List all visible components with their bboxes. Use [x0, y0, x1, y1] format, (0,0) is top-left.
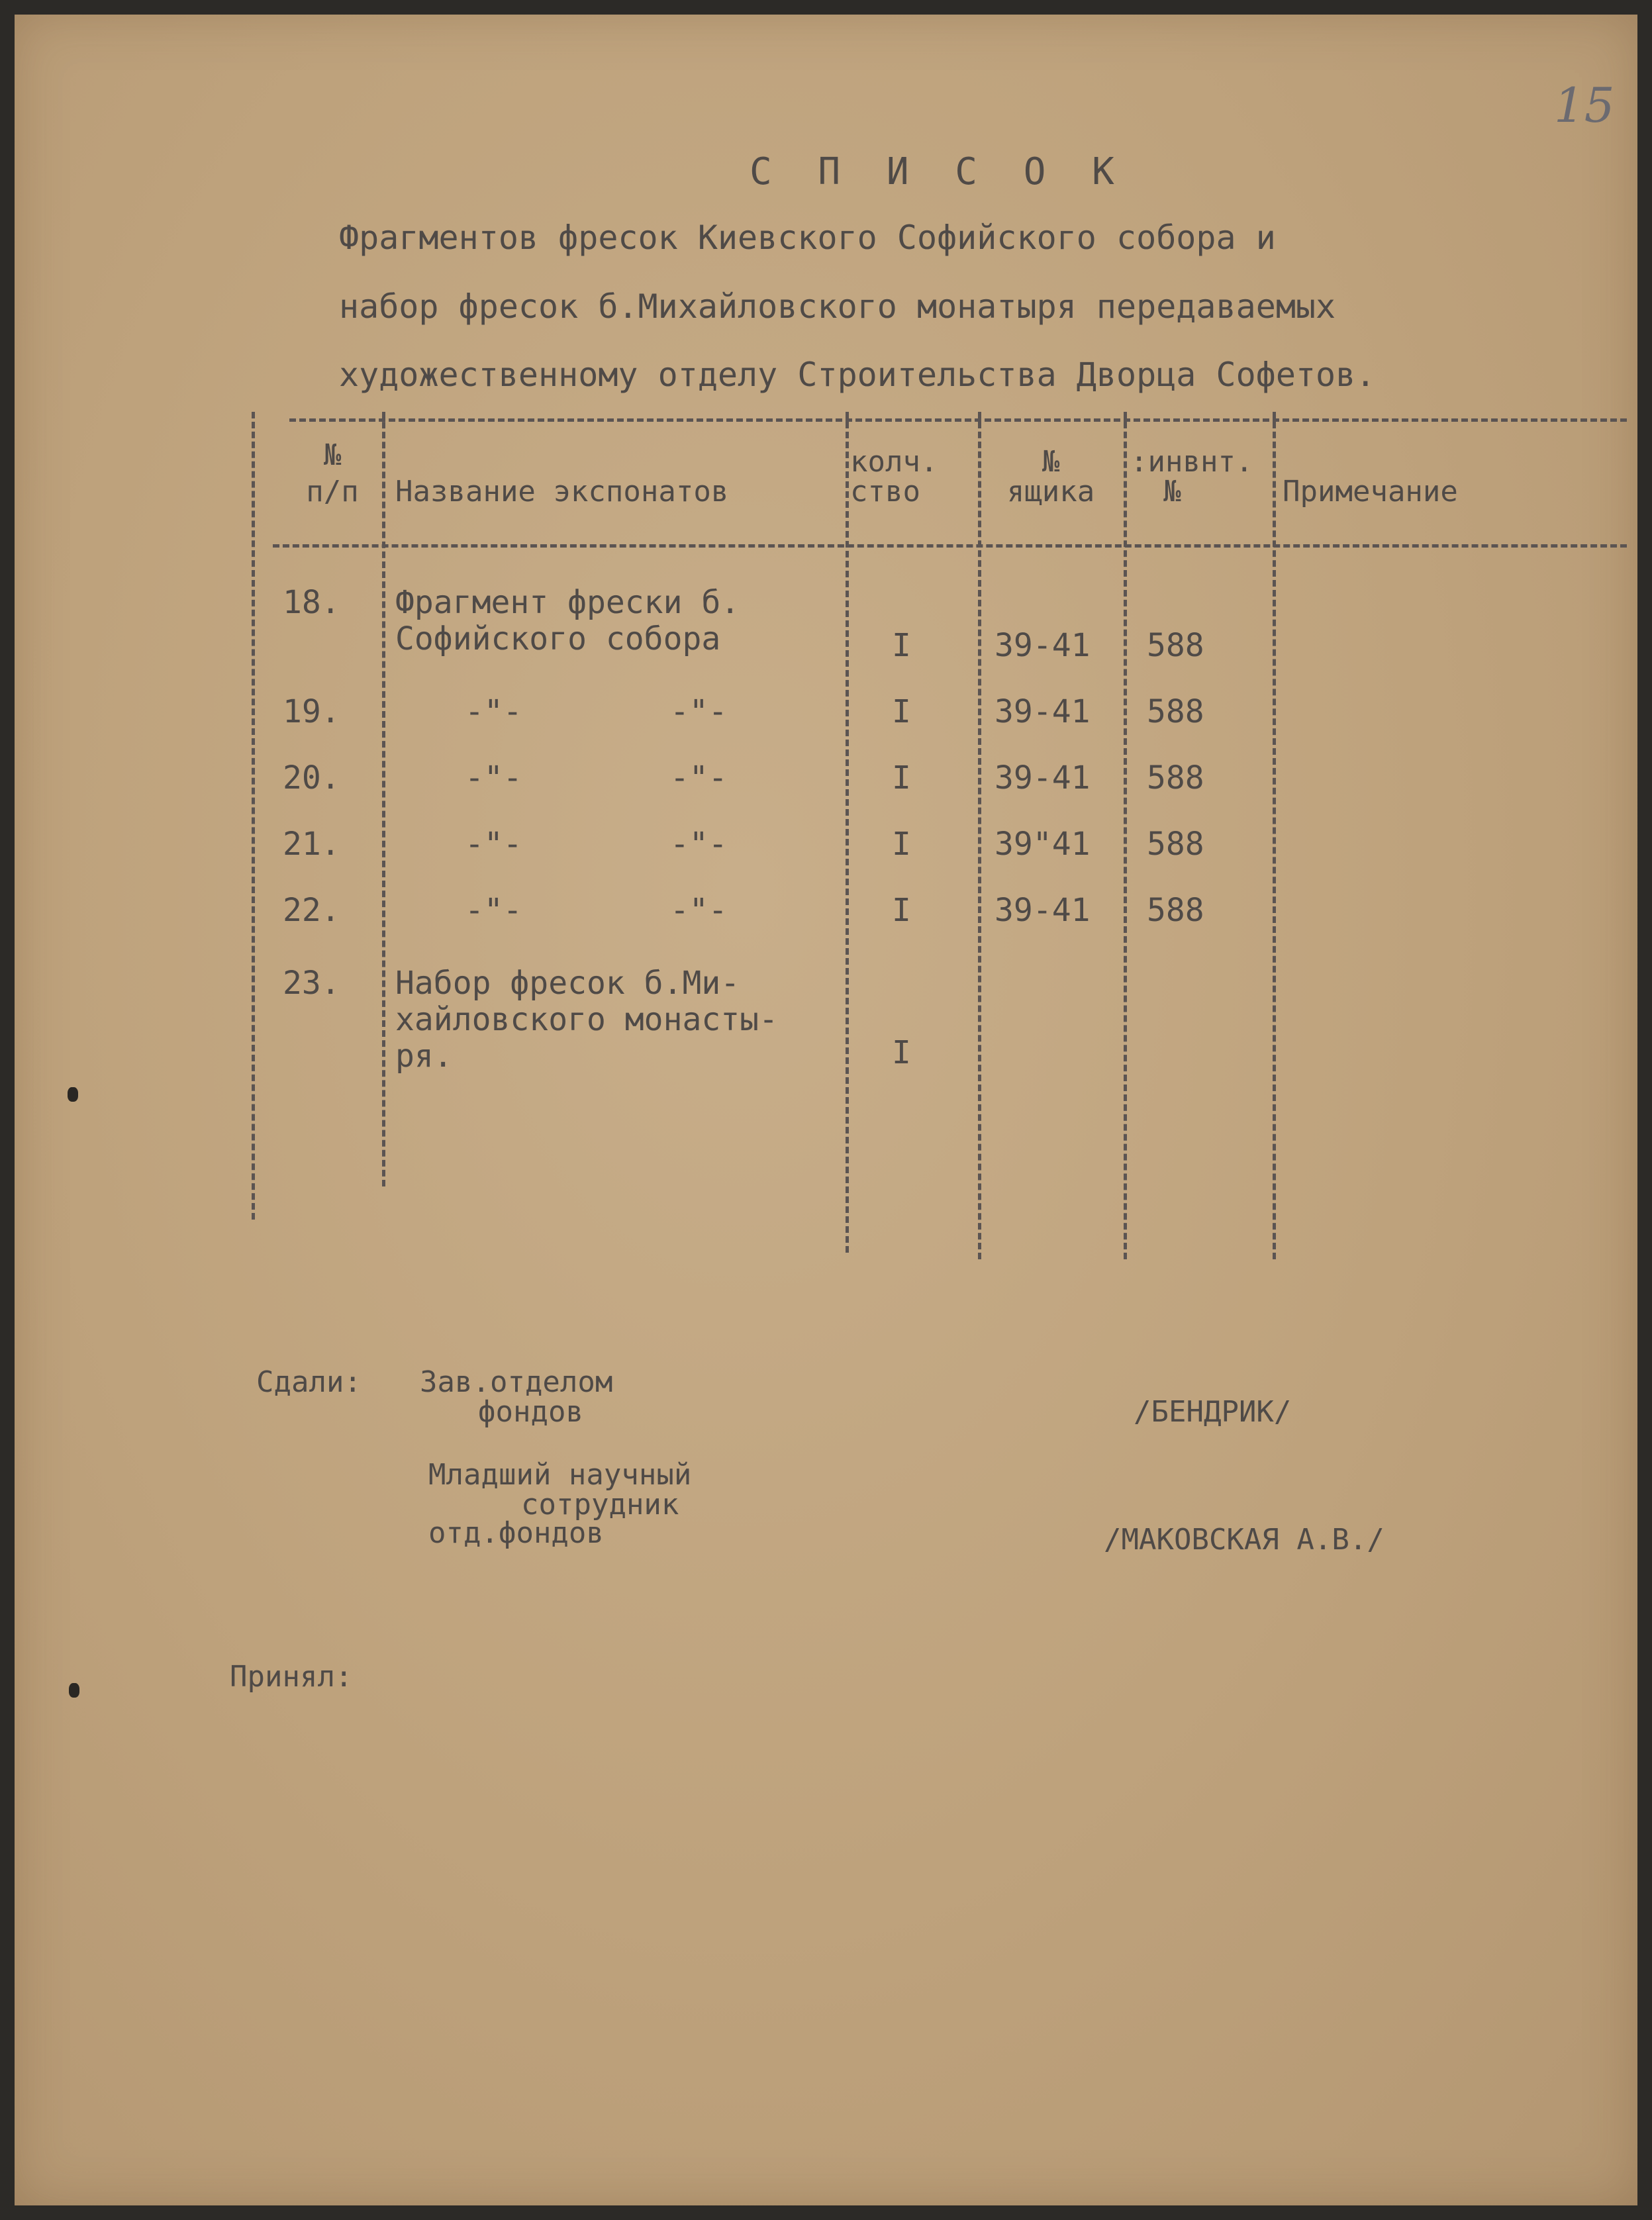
row-number: 20.: [283, 759, 340, 796]
row-number: 18.: [283, 584, 340, 621]
ditto-mark: -"-: [465, 892, 522, 929]
signatory-1-name: /БЕНДРИК/: [1134, 1395, 1292, 1429]
header-number-sign: №: [323, 438, 342, 472]
box-number: 39-41: [995, 627, 1091, 664]
signatory-2-name: /МАКОВСКАЯ А.В./: [1104, 1523, 1385, 1557]
box-number: 39-41: [995, 693, 1091, 730]
document-sheet: [15, 15, 1637, 2205]
role-1-line-2: фондов: [478, 1395, 583, 1429]
inventory-number: 588: [1147, 759, 1204, 796]
header-name: Название экспонатов: [395, 475, 729, 508]
ditto-mark: -"-: [465, 826, 522, 863]
subtitle-line-3: художественному отделу Строительства Дворца Софетов.: [339, 356, 1376, 394]
header-inv-line-1: :инвнт.: [1130, 445, 1253, 479]
ditto-mark: -"-: [670, 759, 728, 796]
subtitle-line-2: набор фресок б.Михайловского монатыря передаваемых: [339, 287, 1336, 326]
received-label: Принял:: [230, 1660, 353, 1694]
ditto-mark: -"-: [465, 759, 522, 796]
row-number: 22.: [283, 892, 340, 929]
item-name-line-2: Софийского собора: [395, 620, 721, 657]
header-number-pp: п/п: [306, 475, 359, 508]
table-left-rule: [252, 412, 255, 1220]
inventory-number: 588: [1147, 693, 1204, 730]
quantity: I: [892, 693, 911, 730]
quantity: I: [892, 627, 911, 664]
role-2-line-3: отд.фондов: [428, 1516, 604, 1550]
box-number: 39"41: [995, 826, 1091, 863]
header-box-line-1: №: [1042, 445, 1060, 479]
header-qty-line-2: ство: [850, 475, 920, 508]
quantity: I: [892, 892, 911, 929]
table-col-rule-3: [978, 412, 981, 1259]
inventory-number: 588: [1147, 892, 1204, 929]
item-name-line-2: хайловского монасты-: [395, 1001, 778, 1038]
role-1-line-1: Зав.отделом: [420, 1365, 613, 1399]
item-name-line-1: Фрагмент фрески б.: [395, 584, 740, 621]
row-number: 23.: [283, 965, 340, 1002]
table-header-rule: [273, 544, 1627, 548]
table-col-rule-2: [846, 412, 849, 1253]
item-name-line-3: ря.: [395, 1038, 453, 1075]
role-2-line-2: сотрудник: [521, 1488, 679, 1521]
document-title: С П И С О К: [750, 150, 1126, 193]
table-col-rule-1: [382, 412, 385, 1186]
binding-hole: [68, 1087, 78, 1102]
header-note: Примечание: [1283, 475, 1458, 508]
gave-label: Сдали:: [256, 1365, 362, 1399]
ditto-mark: -"-: [670, 693, 728, 730]
table-col-rule-4: [1124, 412, 1127, 1259]
quantity: I: [892, 759, 911, 796]
header-inv-line-2: №: [1163, 475, 1181, 508]
table-col-rule-5: [1273, 412, 1276, 1259]
ditto-mark: -"-: [670, 826, 728, 863]
quantity: I: [892, 826, 911, 863]
box-number: 39-41: [995, 759, 1091, 796]
inventory-number: 588: [1147, 826, 1204, 863]
row-number: 21.: [283, 826, 340, 863]
header-box-line-2: ящика: [1006, 475, 1095, 508]
table-top-rule: [289, 418, 1627, 422]
ditto-mark: -"-: [670, 892, 728, 929]
row-number: 19.: [283, 693, 340, 730]
subtitle-line-1: Фрагментов фресок Киевского Софийского собора и: [339, 218, 1276, 257]
header-qty-line-1: колч.: [850, 445, 938, 479]
role-2-line-1: Младший научный: [428, 1458, 692, 1492]
item-name-line-1: Набор фресок б.Ми-: [395, 965, 740, 1002]
page-number: 15: [1554, 77, 1615, 133]
quantity: I: [892, 1034, 911, 1071]
binding-hole: [69, 1683, 79, 1698]
ditto-mark: -"-: [465, 693, 522, 730]
box-number: 39-41: [995, 892, 1091, 929]
inventory-number: 588: [1147, 627, 1204, 664]
